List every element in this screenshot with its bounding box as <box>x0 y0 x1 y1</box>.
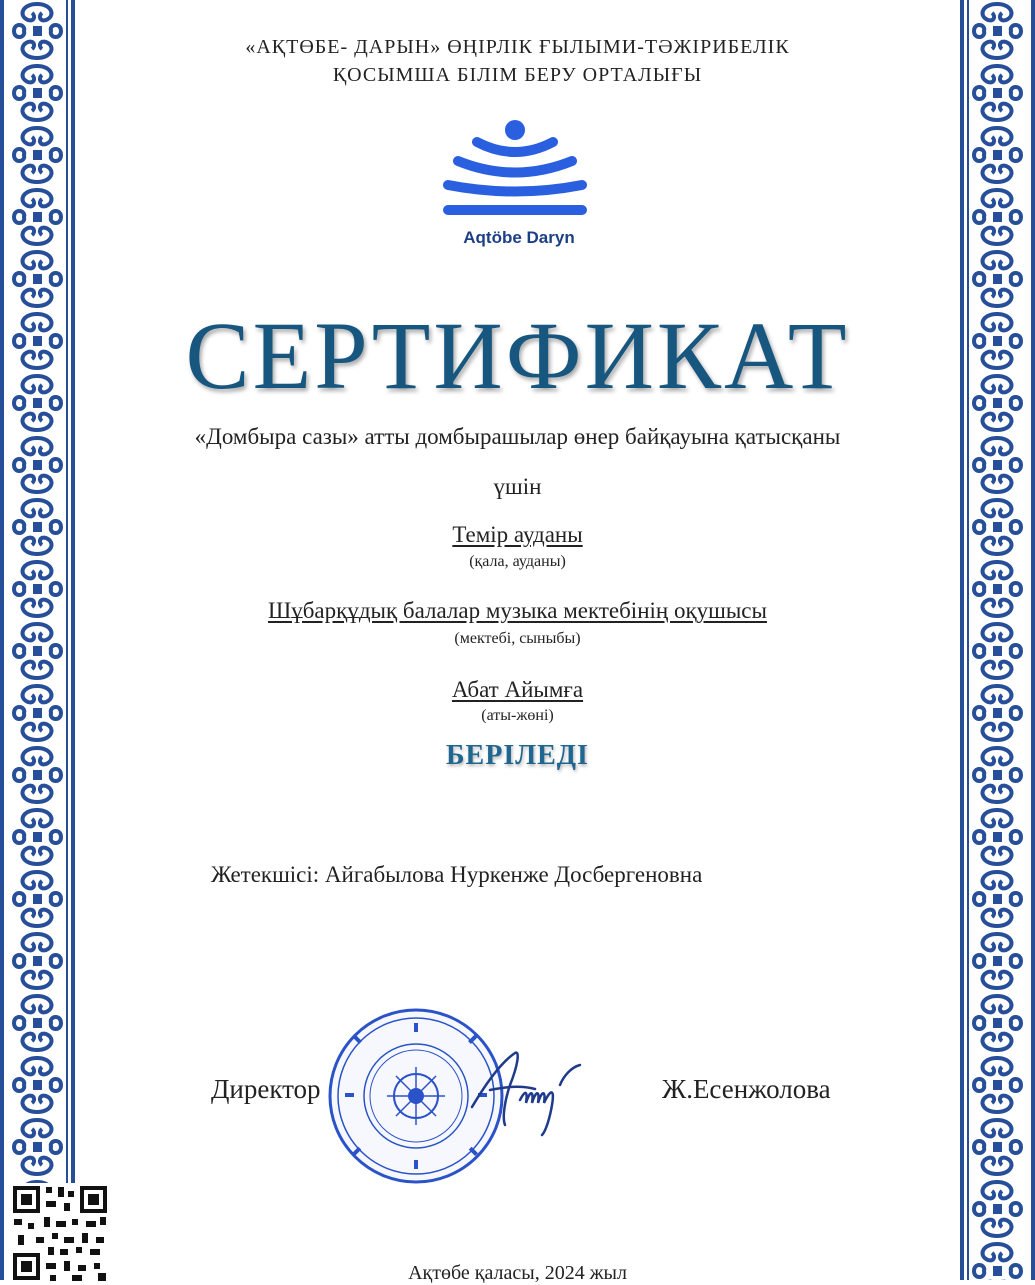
district-caption: (қала, ауданы) <box>469 553 566 570</box>
director-signature <box>460 1045 590 1140</box>
supervisor-line: Жетекшісі: Айгабылова Нуркенже Досбергеновна <box>211 862 703 887</box>
organization-line-2: ҚОСЫМША БІЛІМ БЕРУ ОРТАЛЫҒЫ <box>332 64 703 86</box>
participation-reason: «Домбыра сазы» атты домбырашылар өнер байқауына қатысқаны <box>194 424 841 449</box>
organization-header <box>85 33 950 89</box>
director-label: Директор <box>211 1074 321 1104</box>
logo-wordmark: Aqtöbe Daryn <box>463 228 575 247</box>
awarded-label: БЕРІЛЕДІ <box>446 740 589 771</box>
for-word: үшін <box>493 474 542 499</box>
organization-line-1: «АҚТӨБЕ- ДАРЫН» ӨҢІРЛІК ҒЫЛЫМИ-ТӘЖІРИБЕЛІК <box>245 36 790 58</box>
ornamental-border-right <box>960 0 1035 1280</box>
aqtobe-daryn-logo <box>440 118 590 223</box>
district-value: Темір ауданы <box>452 522 583 547</box>
school-value: Шұбарқұдық балалар музыка мектебінің оқушысы <box>268 598 767 623</box>
director-name: Ж.Есенжолова <box>662 1074 831 1104</box>
certificate-title: СЕРТИФИКАТ <box>185 302 850 409</box>
recipient-name: Абат Айымға <box>451 677 584 702</box>
school-caption: (мектебі, сыныбы) <box>454 630 581 647</box>
place-and-year: Ақтөбе қаласы, 2024 жыл <box>408 1262 627 1284</box>
ornamental-border-left <box>0 0 75 1280</box>
qr-code <box>10 1183 110 1283</box>
recipient-caption: (аты-жөні) <box>481 707 554 724</box>
